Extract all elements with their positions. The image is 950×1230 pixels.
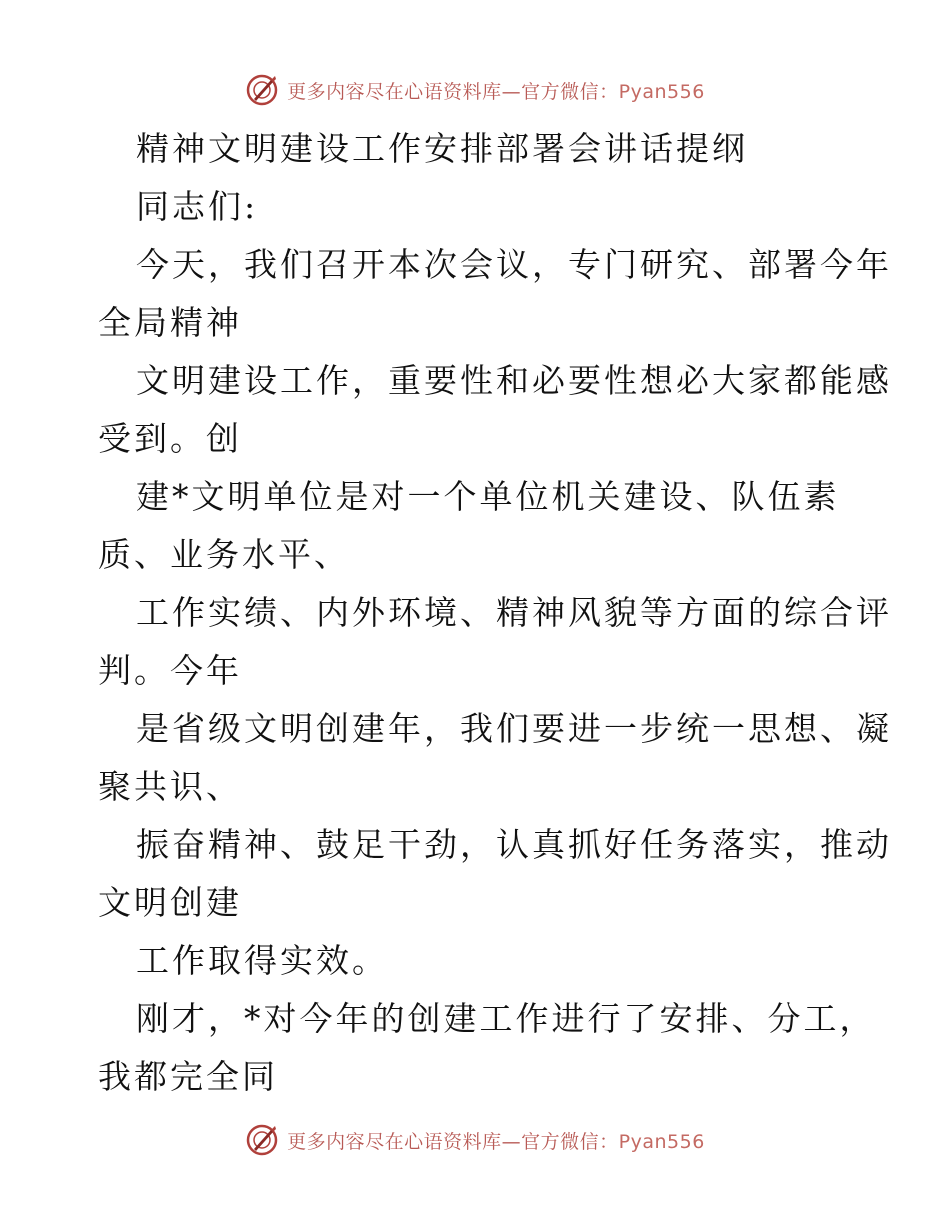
text-line: 文明建设工作，重要性和必要性想必大家都能感 [136,361,892,400]
text-line: 是省级文明创建年，我们要进一步统一思想、凝 [136,709,892,748]
watermark-logo-icon [245,1123,279,1157]
text-line: 质、业务水平、 [98,535,350,574]
header-watermark [0,70,950,110]
watermark-text: 更多内容尽在心语资料库—官方微信：Pyan556 [287,80,705,103]
text-line: 同志们: [136,187,259,226]
text-line: 工作实绩、内外环境、精神风貌等方面的综合评 [136,593,892,632]
text-line: 刚才，*对今年的创建工作进行了安排、分工， [136,999,876,1038]
text-line: 判。今年 [98,651,242,690]
watermark-logo-icon [245,73,279,107]
text-line: 工作取得实效。 [136,941,388,980]
text-line: 聚共识、 [98,767,242,806]
text-line: 今天，我们召开本次会议，专门研究、部署今年 [136,245,892,284]
text-line: 建*文明单位是对一个单位机关建设、队伍素 [136,477,840,516]
text-line: 文明创建 [98,883,242,922]
text-line: 我都完全同 [98,1057,278,1096]
footer-watermark [0,1120,950,1160]
text-line: 精神文明建设工作安排部署会讲话提纲 [136,129,748,168]
text-line: 受到。创 [98,419,242,458]
watermark-text: 更多内容尽在心语资料库—官方微信：Pyan556 [287,1130,705,1153]
text-line: 振奋精神、鼓足干劲，认真抓好任务落实，推动 [136,825,892,864]
text-line: 全局精神 [98,303,242,342]
document-body [98,120,892,1106]
watermark-wechat-id: Pyan556 [618,80,705,103]
watermark-wechat-id: Pyan556 [618,1130,705,1153]
